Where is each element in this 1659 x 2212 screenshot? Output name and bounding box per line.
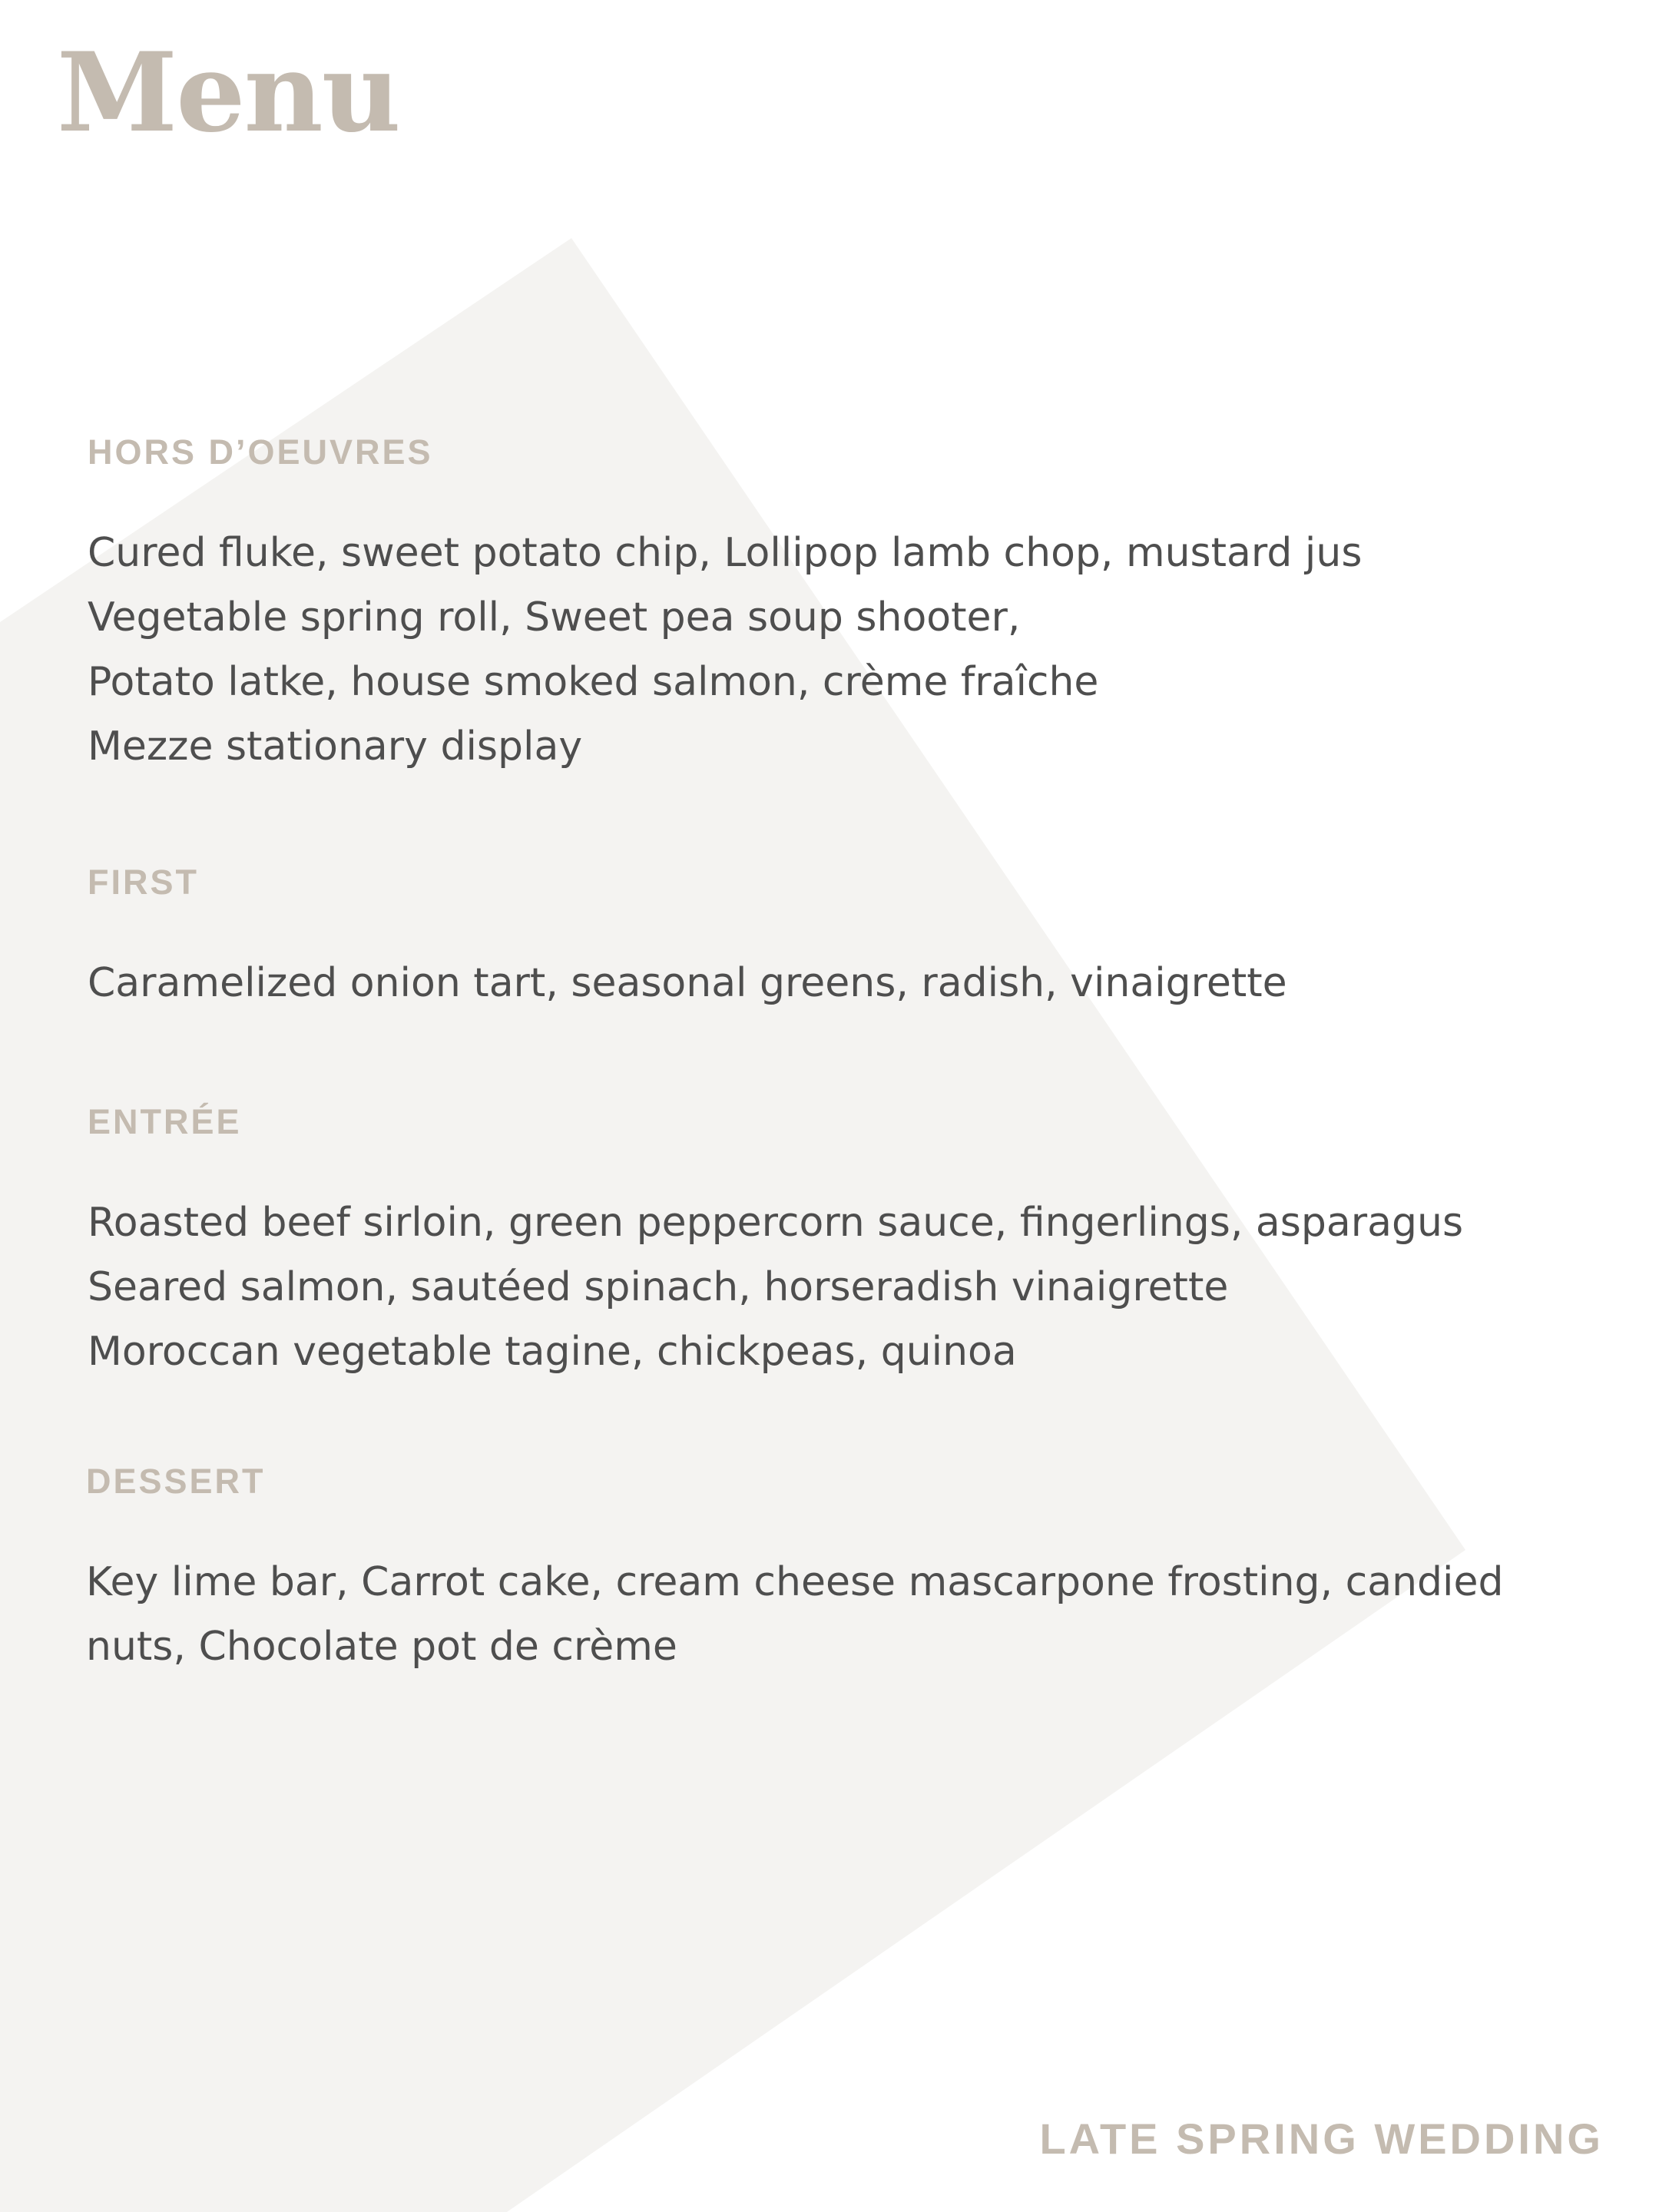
section-dessert: [86, 1461, 1561, 1679]
dish-item: Vegetable spring roll, Sweet pea soup shooter,: [88, 594, 1021, 641]
page-title: Menu: [57, 29, 400, 157]
section-heading: FIRST: [88, 863, 199, 902]
section-entree: [88, 1101, 1463, 1384]
section-hors-doeuvres: [88, 432, 1362, 779]
dessert-description: Key lime bar, Carrot cake, cream cheese mascarpone frosting, candied nuts, Chocolate pot de crème: [86, 1559, 1504, 1670]
section-heading: HORS D’OEUVRES: [88, 432, 433, 472]
section-heading: DESSERT: [86, 1462, 266, 1501]
dish-item: Potato latke, house smoked salmon, crème fraîche: [88, 659, 1099, 705]
dish-item: Mezze stationary display: [88, 724, 583, 770]
section-first: [88, 862, 1287, 1015]
event-label: LATE SPRING WEDDING: [1039, 2114, 1604, 2163]
dish-list: [88, 1190, 1463, 1384]
dish-list: [88, 521, 1362, 779]
dish-list: [88, 951, 1287, 1015]
section-heading: ENTRÉE: [88, 1102, 242, 1141]
dish-item: Roasted beef sirloin, green peppercorn sauce, fingerlings, asparagus: [88, 1200, 1464, 1246]
dish-item: Seared salmon, sautéed spinach, horseradish vinaigrette: [88, 1264, 1229, 1310]
dish-item: Moroccan vegetable tagine, chickpeas, quinoa: [88, 1329, 1017, 1375]
dish-item: Caramelized onion tart, seasonal greens, radish, vinaigrette: [88, 960, 1287, 1006]
dish-item: Cured fluke, sweet potato chip, Lollipop lamb chop, mustard jus: [88, 530, 1363, 576]
